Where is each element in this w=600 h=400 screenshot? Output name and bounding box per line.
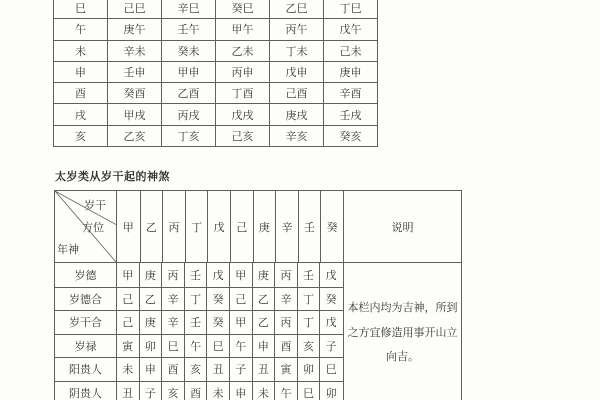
table-cell: 酉 [75,87,86,101]
table-cell: 庚 [139,263,162,287]
table-cell: 丁巳 [323,0,377,18]
table-cell: 乙巳 [269,0,323,18]
table-cell: 己 [116,311,139,334]
corner-label-fangwei: 方位 [82,221,104,234]
shuoming-line: 本栏内均为吉神，所到 [347,301,458,315]
table-cell: 己未 [323,41,377,61]
ganzhi-table [53,0,378,147]
table-row [55,263,343,287]
table-cell: 己巳 [107,0,161,18]
table-row [117,191,343,262]
shuoming-body [344,263,461,400]
table-cell: 甲午 [215,19,269,39]
table-cell: 辛 [274,288,297,311]
table-cell: 辛未 [107,41,161,61]
shuoming-line: 之方宜修造用事开山立 [347,325,458,339]
table-cell: 丁 [185,191,208,262]
table-cell: 辛 [161,311,184,334]
table-cell: 乙 [140,191,163,262]
table-cell: 甲 [229,263,252,287]
table-cell: 卯 [297,358,320,381]
table-cell: 岁干合 [69,316,102,330]
table-cell: 岁禄 [74,339,97,353]
table-cell: 庚申 [323,62,377,82]
table-cell: 丙申 [215,62,269,82]
table-cell: 壬 [297,263,320,287]
table-cell: 甲戌 [107,104,161,124]
table-cell: 庚 [253,191,276,262]
table-cell: 丙 [161,263,184,287]
table-cell: 丙 [274,311,297,334]
table-cell: 壬 [298,191,321,262]
table-cell: 乙酉 [161,83,215,103]
shensha-table [54,190,462,400]
table-cell: 巳 [297,382,320,400]
table-row [54,125,377,146]
table-cell: 壬 [184,263,207,287]
table-cell: 壬 [184,311,207,334]
table-cell: 卯 [139,335,162,358]
table-cell: 己 [116,288,139,311]
table-cell: 戊 [206,263,229,287]
table-cell: 丁 [297,311,320,334]
table-cell: 子 [139,382,162,400]
table-cell: 酉 [184,382,207,400]
table-cell: 辛巳 [161,0,215,18]
table-cell: 丁 [184,288,207,311]
table-cell: 戊 [319,263,342,287]
table-row [54,61,377,82]
table-cell: 戊 [207,191,230,262]
table-cell: 未 [206,382,229,400]
table-cell: 寅 [274,358,297,381]
table-cell: 午 [184,335,207,358]
corner-label-suigan: 岁干 [84,199,106,212]
table-cell: 戊申 [269,62,323,82]
shuoming-column [343,191,461,400]
table-cell: 丁未 [269,41,323,61]
table-cell: 巳 [206,335,229,358]
table-cell: 阳贵人 [69,363,102,377]
table-cell: 申 [75,66,86,80]
table-cell: 乙未 [215,41,269,61]
table-cell: 辛 [161,288,184,311]
table-cell: 丙午 [269,19,323,39]
table-cell: 岁德 [74,268,97,282]
table-cell: 丙 [274,263,297,287]
table-row [55,334,343,358]
table-cell: 午 [274,382,297,400]
table-cell: 乙 [139,288,162,311]
table-cell: 己亥 [215,126,269,146]
table-cell: 庚戌 [269,104,323,124]
table-cell: 乙 [252,288,275,311]
shensha-table-left [55,191,343,400]
table-row [55,310,343,334]
corner-label-nianshen: 年神 [57,243,79,256]
table-cell: 巳 [75,1,86,15]
table-cell: 亥 [184,358,207,381]
table-cell: 己 [229,288,252,311]
table-cell: 癸亥 [323,126,377,146]
table-cell: 癸 [206,288,229,311]
table-row [54,103,377,124]
table-cell: 己 [230,191,253,262]
table-cell: 午 [75,23,86,37]
table-row [55,357,343,381]
stem-header-cells [116,191,343,262]
table-cell: 癸巳 [215,0,269,18]
shuoming-line: 向吉。 [386,350,419,364]
shuoming-header: 说明 [344,191,461,263]
table-cell: 寅 [116,335,139,358]
table-cell: 辛亥 [269,126,323,146]
section-title: 太岁类从岁干起的神煞 [55,170,170,183]
table-cell: 午 [229,335,252,358]
table-cell: 癸 [320,191,343,262]
table-cell: 申 [139,358,162,381]
table-cell: 辛酉 [323,83,377,103]
table-cell: 壬申 [107,62,161,82]
table-cell: 甲申 [161,62,215,82]
table-row [55,287,343,311]
table-cell: 亥 [161,382,184,400]
table-cell: 子 [319,335,342,358]
table-cell: 庚 [139,311,162,334]
table-cell: 申 [229,382,252,400]
table-cell: 未 [252,382,275,400]
table-cell: 癸 [319,288,342,311]
table-cell: 壬戌 [323,104,377,124]
table-cell: 癸未 [161,41,215,61]
table-cell: 巳 [161,335,184,358]
table-row [55,381,343,400]
table-cell: 丑 [252,358,275,381]
table-cell: 丁 [297,288,320,311]
table-cell: 子 [229,358,252,381]
table-cell: 亥 [297,335,320,358]
corner-header-cell [55,191,116,262]
table-cell: 戊午 [323,19,377,39]
table-cell: 酉 [161,358,184,381]
table-cell: 甲 [122,220,134,234]
table-cell: 乙 [252,311,275,334]
table-cell: 未 [116,358,139,381]
table-cell: 丁酉 [215,83,269,103]
table-cell: 甲 [116,263,139,287]
table-cell: 丙戌 [161,104,215,124]
table-cell: 甲 [229,311,252,334]
table-row [54,18,377,39]
table-row [54,0,377,18]
table-cell: 庚午 [107,19,161,39]
table-cell: 阴贵人 [69,387,102,400]
table-row [54,82,377,103]
table-cell: 卯 [319,382,342,400]
table-cell: 巳 [319,358,342,381]
table-cell: 乙亥 [107,126,161,146]
table-cell: 庚 [252,263,275,287]
table-cell: 己酉 [269,83,323,103]
table-cell: 酉 [274,335,297,358]
table-cell: 岁德合 [69,292,102,306]
table-cell: 癸酉 [107,83,161,103]
table-cell: 戊 [319,311,342,334]
table-cell: 丙 [162,191,185,262]
table-cell: 戊戌 [215,104,269,124]
table-cell: 癸 [206,311,229,334]
shensha-header-row [55,191,343,263]
table-cell: 壬午 [161,19,215,39]
table-cell: 申 [252,335,275,358]
table-cell: 丁亥 [161,126,215,146]
table-cell: 辛 [275,191,298,262]
shensha-table-body [55,263,343,400]
table-cell: 戌 [75,108,86,122]
table-cell: 丑 [116,382,139,400]
table-cell: 未 [75,44,86,58]
table-row [54,40,377,61]
table-cell: 亥 [75,129,86,143]
table-cell: 丑 [206,358,229,381]
